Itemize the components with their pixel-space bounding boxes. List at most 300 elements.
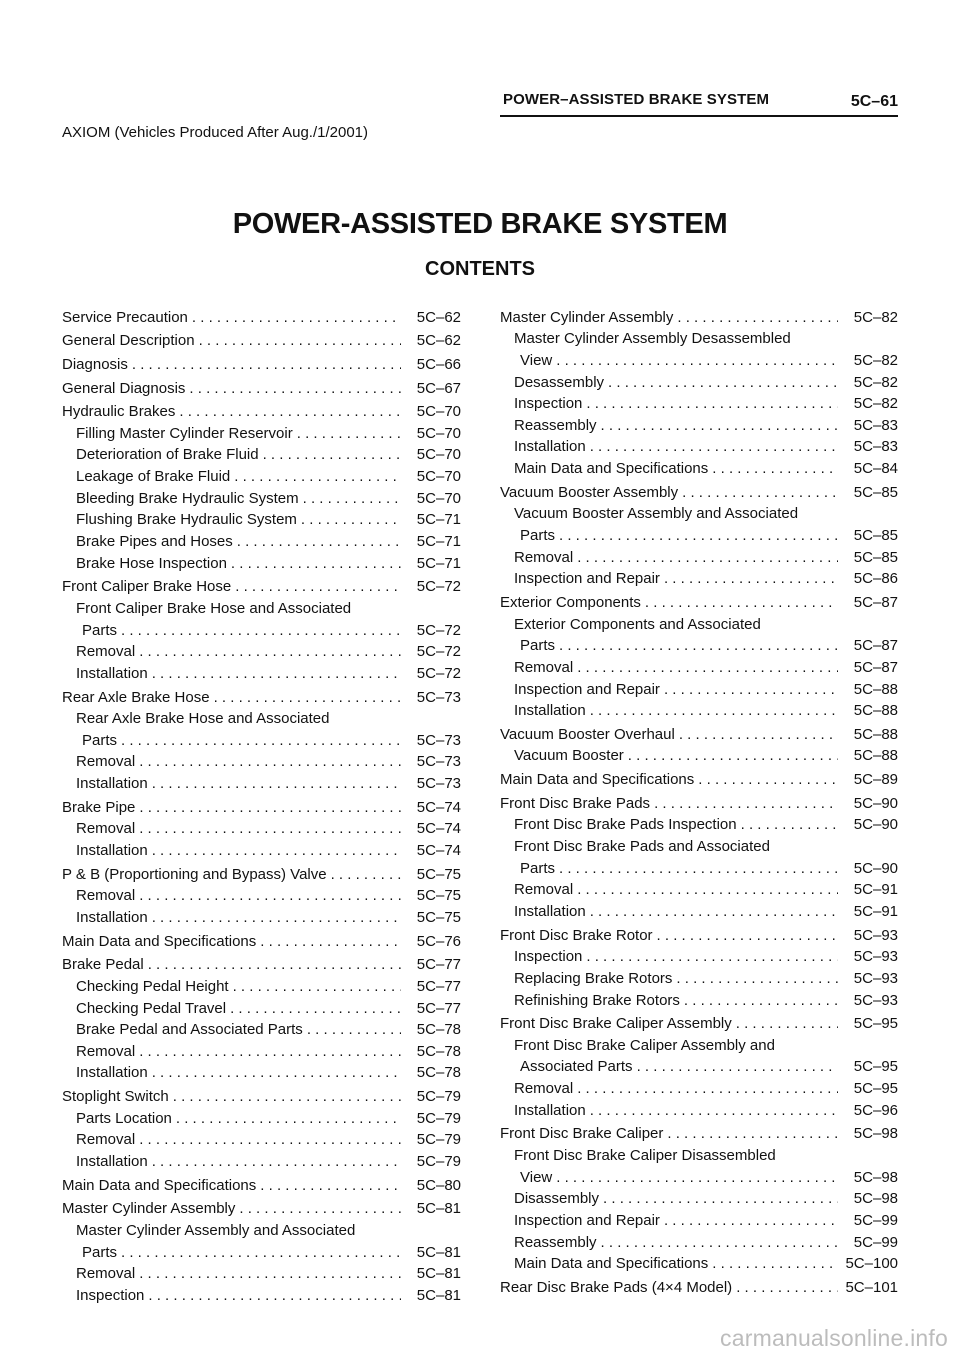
toc-entry-page: 5C–72 [416,664,461,682]
toc-entry-title: Master Cylinder Assembly [62,1200,236,1218]
toc-entry-title: Exterior Components [500,593,641,611]
toc-entry-title: Removal [76,1042,136,1060]
toc-entry-page: 5C–77 [416,977,461,995]
toc-entry-title: Brake Hose Inspection [76,554,227,572]
toc-entry-page: 5C–90 [853,816,898,834]
toc-dot-leader [654,795,838,812]
toc-entry[interactable] [62,1172,461,1194]
toc-dot-leader [603,1190,838,1207]
toc-entry-title: Brake Pedal [62,956,144,974]
toc-dot-leader [307,1021,401,1038]
toc-dot-leader [152,1153,401,1170]
toc-entry-page: 5C–83 [853,438,898,456]
toc-entry[interactable] [500,566,898,588]
toc-entry-page: 5C–89 [853,771,898,789]
toc-entry-page: 5C–88 [853,725,898,743]
toc-entry[interactable] [500,479,898,501]
toc-entry[interactable] [500,1142,898,1164]
toc-dot-leader [712,1255,838,1272]
toc-dot-leader [679,726,838,743]
toc-entry-title: Installation [76,908,148,926]
toc-entry[interactable] [500,1207,898,1229]
toc-entry[interactable] [500,1274,898,1296]
toc-entry[interactable] [62,794,461,816]
toc-entry-page: 5C–98 [853,1125,898,1143]
toc-entry[interactable] [62,574,461,596]
toc-entry[interactable] [62,995,461,1017]
toc-entry-page: 5C–88 [853,680,898,698]
toc-dot-leader [152,842,401,859]
toc-entry[interactable] [500,676,898,698]
toc-entry-page: 5C–66 [416,355,461,373]
toc-dot-leader [577,549,838,566]
toc-entry[interactable] [500,1032,898,1054]
toc-entry[interactable] [500,1164,898,1186]
toc-dot-leader [559,637,838,654]
toc-dot-leader [235,578,401,595]
toc-entry-page: 5C–95 [853,1080,898,1098]
toc-entry-title: Main Data and Specifications [514,460,709,478]
toc-dot-leader [260,1177,401,1194]
toc-dot-leader [179,403,401,420]
toc-entry-page: 5C–70 [416,403,461,421]
toc-entry[interactable] [500,987,898,1009]
toc-entry[interactable] [62,816,461,838]
toc-entry[interactable] [500,304,898,326]
toc-entry-page: 5C–70 [416,489,461,507]
toc-entry[interactable] [62,595,461,617]
toc-entry[interactable] [500,633,898,655]
toc-dot-leader [577,881,838,898]
toc-entry-title: Exterior Components and Associated [514,615,761,633]
toc-entry-title: Desassembly [514,373,605,391]
toc-entry-title: Filling Master Cylinder Reservoir [76,424,293,442]
toc-entry-page: 5C–85 [853,527,898,545]
toc-entry[interactable] [62,883,461,905]
toc-entry[interactable] [62,1105,461,1127]
toc-dot-leader [139,1265,401,1282]
toc-dot-leader [736,1279,838,1296]
toc-dot-leader [139,1131,401,1148]
toc-entry-page: 5C–70 [416,424,461,442]
toc-entry[interactable] [500,1011,898,1033]
toc-dot-leader [176,1110,401,1127]
toc-entry-title: Main Data and Specifications [500,771,695,789]
toc-dot-leader [677,309,838,326]
toc-entry[interactable] [500,412,898,434]
toc-entry-title: Associated Parts [520,1058,633,1076]
toc-entry-page: 5C–71 [416,511,461,529]
toc-entry[interactable] [500,1229,898,1251]
toc-dot-leader [601,1234,838,1251]
toc-entry-page: 5C–75 [416,865,461,883]
toc-dot-leader [234,468,401,485]
toc-entry-title: Parts [520,859,556,877]
toc-entry[interactable] [62,304,461,326]
toc-entry-title: Parts [520,637,556,655]
toc-entry-title: Installation [514,902,586,920]
toc-entry[interactable] [500,790,898,812]
toc-dot-leader [148,1287,401,1304]
toc-dot-leader [189,380,401,397]
toc-entry[interactable] [62,1017,461,1039]
toc-entry[interactable] [62,904,461,926]
toc-entry-page: 5C–93 [853,926,898,944]
toc-entry-title: Deterioration of Brake Fluid [76,446,259,464]
toc-entry[interactable] [62,1217,461,1239]
toc-entry[interactable] [500,434,898,456]
toc-entry-title: Parts Location [76,1109,172,1127]
toc-entry[interactable] [62,550,461,572]
toc-entry-title: Removal [76,753,136,771]
toc-entry[interactable] [500,766,898,788]
toc-dot-leader [608,374,838,391]
toc-entry-page: 5C–79 [416,1131,461,1149]
toc-entry[interactable] [62,1261,461,1283]
toc-entry-title: Main Data and Specifications [514,1255,709,1273]
toc-dot-leader [556,1169,838,1186]
toc-entry[interactable] [62,399,461,421]
toc-dot-leader [132,356,401,373]
toc-entry[interactable] [500,1186,898,1208]
toc-entry-title: Installation [514,702,586,720]
toc-entry-page: 5C–98 [853,1168,898,1186]
toc-entry[interactable] [62,660,461,682]
header-rule [500,115,898,117]
toc-entry-page: 5C–72 [416,643,461,661]
toc-entry[interactable] [62,328,461,350]
header-subtitle: AXIOM (Vehicles Produced After Aug./1/2001) [62,124,369,141]
toc-entry[interactable] [62,749,461,771]
toc-dot-leader [741,816,838,833]
toc-entry[interactable] [62,1127,461,1149]
toc-entry[interactable] [62,684,461,706]
toc-entry-page: 5C–82 [853,395,898,413]
toc-entry-title: Bleeding Brake Hydraulic System [76,489,299,507]
toc-entry[interactable] [500,544,898,566]
toc-entry-title: General Diagnosis [62,379,186,397]
toc-entry[interactable] [62,375,461,397]
toc-entry-title: Removal [514,1080,574,1098]
toc-entry[interactable] [62,507,461,529]
toc-entry-title: Removal [76,1131,136,1149]
toc-entry[interactable] [62,727,461,749]
toc-entry-page: 5C–72 [416,621,461,639]
toc-entry[interactable] [500,1054,898,1076]
toc-entry-title: Master Cylinder Assembly [500,308,674,326]
toc-entry[interactable] [500,1121,898,1143]
watermark: carmanualsonline.info [720,1325,948,1351]
toc-dot-leader [590,903,838,920]
toc-entry-page: 5C–95 [853,1058,898,1076]
toc-entry-title: Vacuum Booster Assembly [500,483,679,501]
toc-entry-title: Removal [76,643,136,661]
toc-entry-title: Removal [514,658,574,676]
toc-entry-title: Master Cylinder Assembly and Associated [76,1221,356,1239]
toc-entry-title: Inspection and Repair [514,570,660,588]
toc-entry[interactable] [62,351,461,373]
toc-entry[interactable] [500,455,898,477]
toc-entry-page: 5C–78 [416,1021,461,1039]
toc-entry-page: 5C–72 [416,578,461,596]
toc-entry-page: 5C–81 [416,1243,461,1261]
toc-entry[interactable] [62,420,461,442]
toc-entry[interactable] [500,1251,898,1273]
toc-entry-page: 5C–82 [853,373,898,391]
toc-dot-leader [331,866,401,883]
toc-entry-title: Refinishing Brake Rotors [514,991,680,1009]
toc-entry[interactable] [500,347,898,369]
toc-entry-title: Stoplight Switch [62,1088,169,1106]
toc-entry[interactable] [62,1282,461,1304]
toc-dot-leader [139,820,401,837]
toc-entry-title: Replacing Brake Rotors [514,969,673,987]
toc-dot-leader [303,490,401,507]
toc-entry-page: 5C–82 [853,351,898,369]
toc-dot-leader [121,1244,401,1261]
toc-entry-title: Rear Axle Brake Hose [62,688,210,706]
toc-dot-leader [192,309,401,326]
toc-entry-page: 5C–85 [853,548,898,566]
toc-entry-title: Installation [76,1152,148,1170]
toc-dot-leader [139,1043,401,1060]
toc-entry[interactable] [500,611,898,633]
toc-dot-leader [664,1212,838,1229]
toc-entry-title: Leakage of Brake Fluid [76,468,231,486]
toc-entry-title: Inspection [76,1286,145,1304]
toc-dot-leader [214,689,401,706]
toc-entry-page: 5C–80 [416,1176,461,1194]
toc-entry-page: 5C–88 [853,702,898,720]
toc-entry-page: 5C–86 [853,570,898,588]
toc-entry[interactable] [500,855,898,877]
toc-entry[interactable] [500,501,898,523]
toc-dot-leader [577,659,838,676]
toc-entry[interactable] [62,837,461,859]
toc-dot-leader [139,887,401,904]
toc-entry-title: Reassembly [514,416,597,434]
toc-entry[interactable] [62,1148,461,1170]
toc-entry[interactable] [500,944,898,966]
toc-dot-leader [645,594,838,611]
toc-entry-page: 5C–73 [416,775,461,793]
toc-entry-title: Front Disc Brake Caliper Disassembled [514,1146,776,1164]
page-title: POWER-ASSISTED BRAKE SYSTEM [232,208,728,240]
toc-entry[interactable] [500,812,898,834]
toc-entry[interactable] [62,1038,461,1060]
toc-entry-page: 5C–67 [416,379,461,397]
toc-entry[interactable] [62,442,461,464]
toc-entry-page: 5C–77 [416,956,461,974]
toc-entry-page: 5C–98 [853,1190,898,1208]
toc-entry-page: 5C–70 [416,446,461,464]
toc-entry[interactable] [62,528,461,550]
toc-entry-title: Inspection and Repair [514,680,660,698]
toc-entry[interactable] [500,898,898,920]
header-section-title: POWER–ASSISTED BRAKE SYSTEM [503,91,770,108]
toc-entry-title: Inspection and Repair [514,1211,660,1229]
toc-entry[interactable] [62,928,461,950]
toc-entry-page: 5C–74 [416,798,461,816]
toc-entry-page: 5C–93 [853,991,898,1009]
toc-entry[interactable] [62,706,461,728]
toc-entry-title: Main Data and Specifications [62,932,257,950]
toc-entry-title: Brake Pipe [62,798,136,816]
toc-entry[interactable] [62,485,461,507]
toc-entry-title: View [520,351,553,369]
toc-dot-leader [199,332,401,349]
toc-entry-page: 5C–81 [416,1265,461,1283]
toc-dot-leader [297,425,401,442]
toc-entry[interactable] [62,1083,461,1105]
toc-entry[interactable] [500,698,898,720]
toc-entry[interactable] [500,721,898,743]
toc-entry-title: Checking Pedal Height [76,977,229,995]
toc-entry-title: Front Disc Brake Pads [500,794,651,812]
toc-dot-leader [148,956,401,973]
toc-entry-page: 5C–99 [853,1233,898,1251]
toc-entry-title: Installation [514,1101,586,1119]
toc-entry-page: 5C–100 [845,1255,898,1273]
toc-entry-title: Hydraulic Brakes [62,403,176,421]
toc-dot-leader [263,446,401,463]
toc-entry[interactable] [500,326,898,348]
toc-entry-title: P & B (Proportioning and Bypass) Valve [62,865,327,883]
toc-entry[interactable] [62,639,461,661]
toc-dot-leader [664,570,838,587]
toc-entry-title: Parts [82,1243,118,1261]
toc-entry-title: Installation [514,438,586,456]
toc-entry-page: 5C–90 [853,859,898,877]
toc-entry-title: Front Caliper Brake Hose [62,578,232,596]
toc-entry[interactable] [62,1239,461,1261]
toc-dot-leader [637,1058,838,1075]
toc-entry-title: Removal [76,820,136,838]
toc-entry-title: Brake Pipes and Hoses [76,533,233,551]
toc-entry[interactable] [62,463,461,485]
toc-entry-title: Vacuum Booster Assembly and Associated [514,505,799,523]
toc-entry-page: 5C–87 [853,593,898,611]
toc-dot-leader [152,775,401,792]
toc-dot-leader [231,555,401,572]
toc-entry[interactable] [62,617,461,639]
toc-entry-page: 5C–79 [416,1109,461,1127]
toc-entry[interactable] [62,1060,461,1082]
toc-dot-leader [173,1088,401,1105]
toc-entry-title: Brake Pedal and Associated Parts [76,1021,303,1039]
toc-entry[interactable] [62,770,461,792]
toc-dot-leader [577,1080,838,1097]
toc-entry-page: 5C–93 [853,969,898,987]
toc-entry-title: Flushing Brake Hydraulic System [76,511,297,529]
toc-entry-title: Main Data and Specifications [62,1176,257,1194]
toc-entry[interactable] [500,654,898,676]
toc-entry-page: 5C–78 [416,1042,461,1060]
toc-entry-page: 5C–84 [853,460,898,478]
toc-entry-title: Disassembly [514,1190,600,1208]
toc-entry-page: 5C–88 [853,747,898,765]
toc-entry-page: 5C–96 [853,1101,898,1119]
toc-entry[interactable] [500,1075,898,1097]
toc-entry-page: 5C–73 [416,688,461,706]
toc-entry-page: 5C–85 [853,483,898,501]
toc-entry-title: Removal [514,881,574,899]
toc-entry[interactable] [62,973,461,995]
toc-entry-title: Vacuum Booster [514,747,624,765]
toc-entry[interactable] [500,965,898,987]
toc-entry-page: 5C–71 [416,533,461,551]
toc-entry-title: Installation [76,842,148,860]
toc-entry[interactable] [500,922,898,944]
toc-entry-title: Installation [76,1064,148,1082]
toc-entry-page: 5C–82 [853,308,898,326]
toc-entry[interactable] [500,522,898,544]
toc-entry-page: 5C–91 [853,881,898,899]
toc-dot-leader [139,753,401,770]
toc-entry[interactable] [62,1196,461,1218]
toc-entry[interactable] [500,1097,898,1119]
toc-dot-leader [556,352,838,369]
toc-entry[interactable] [500,369,898,391]
toc-entry-page: 5C–99 [853,1211,898,1229]
header-page-number: 5C–61 [850,93,898,110]
toc-entry[interactable] [500,589,898,611]
toc-entry-title: Inspection [514,948,583,966]
toc-dot-leader [152,1064,401,1081]
toc-dot-leader [139,799,401,816]
toc-dot-leader [260,933,401,950]
toc-entry-page: 5C–74 [416,820,461,838]
toc-entry[interactable] [62,861,461,883]
toc-dot-leader [601,417,838,434]
toc-entry-title: Vacuum Booster Overhaul [500,725,675,743]
toc-left-column [62,304,461,1304]
toc-dot-leader [152,665,401,682]
toc-dot-leader [682,484,838,501]
toc-entry-page: 5C–93 [853,948,898,966]
toc-dot-leader [590,1102,838,1119]
toc-entry-title: Front Disc Brake Rotor [500,926,653,944]
toc-entry-page: 5C–90 [853,794,898,812]
toc-dot-leader [586,395,838,412]
toc-entry-title: Parts [82,731,118,749]
toc-entry-title: Front Caliper Brake Hose and Associated [76,599,352,617]
toc-entry-page: 5C–101 [845,1278,898,1296]
toc-entry-title: Front Disc Brake Caliper [500,1125,664,1143]
toc-entry-page: 5C–76 [416,932,461,950]
toc-dot-leader [664,681,838,698]
toc-entry-page: 5C–79 [416,1152,461,1170]
toc-entry-page: 5C–83 [853,416,898,434]
toc-entry-page: 5C–75 [416,908,461,926]
toc-entry[interactable] [500,391,898,413]
toc-dot-leader [121,732,401,749]
toc-entry[interactable] [500,833,898,855]
toc-entry-page: 5C–73 [416,731,461,749]
toc-entry-page: 5C–78 [416,1064,461,1082]
toc-entry[interactable] [62,952,461,974]
toc-dot-leader [239,1200,401,1217]
toc-entry-page: 5C–77 [416,999,461,1017]
toc-entry[interactable] [500,877,898,899]
toc-entry-title: Inspection [514,395,583,413]
toc-dot-leader [628,747,838,764]
toc-dot-leader [590,702,838,719]
toc-entry[interactable] [500,743,898,765]
toc-entry-page: 5C–75 [416,887,461,905]
toc-entry-title: Parts [520,527,556,545]
toc-entry-page: 5C–74 [416,842,461,860]
